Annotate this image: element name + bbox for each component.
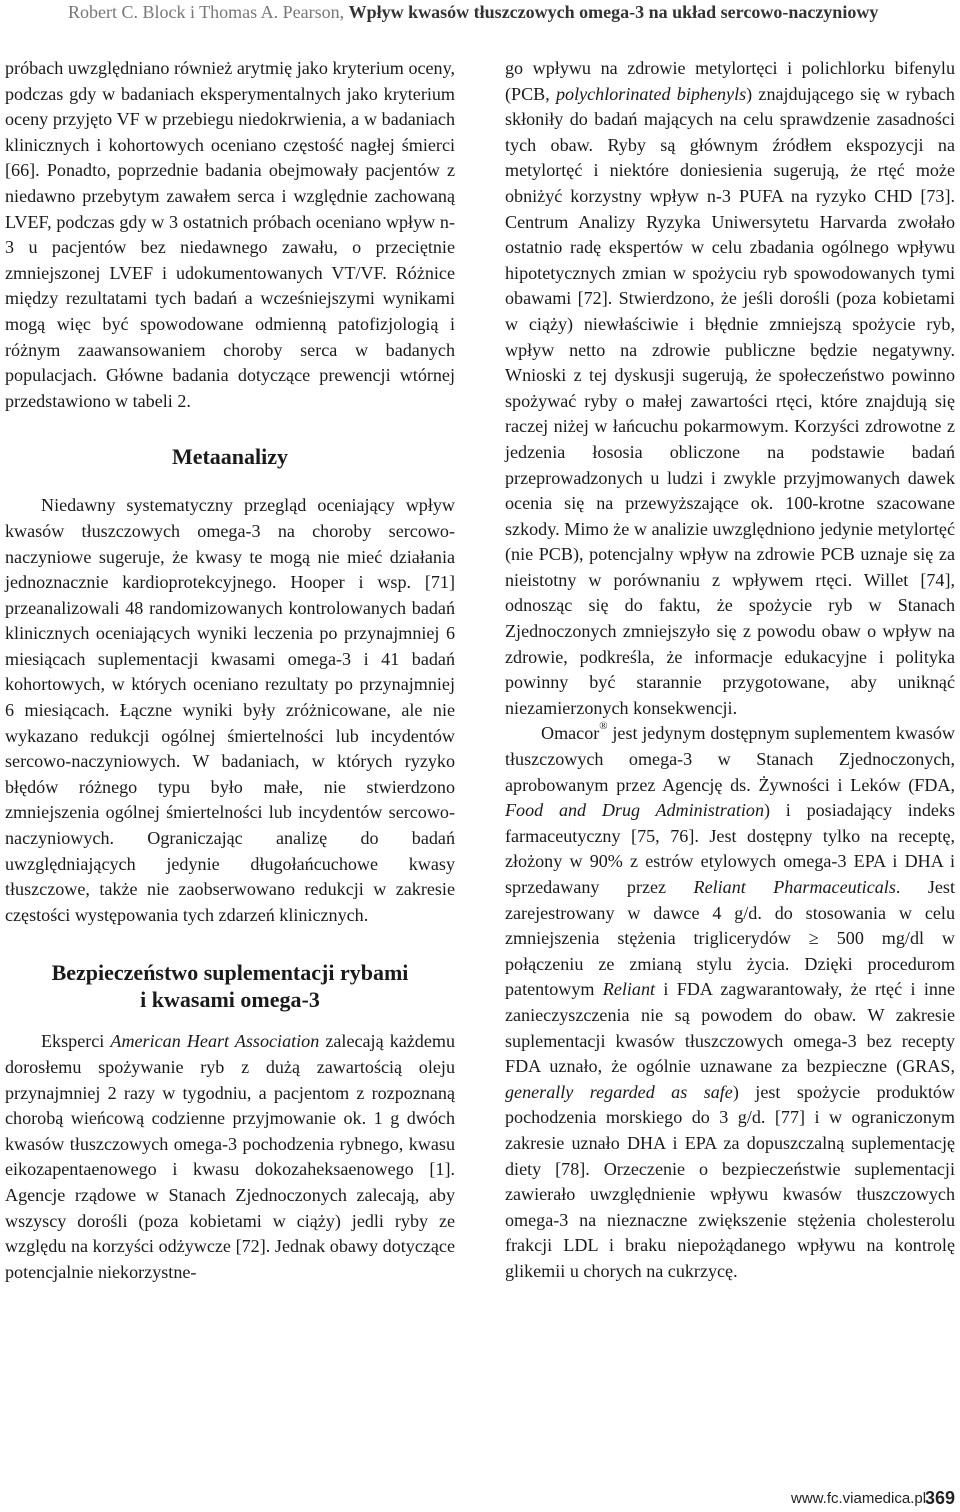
footer-url[interactable]: www.fc.viamedica.pl <box>791 1490 927 1507</box>
text-run: ) i posiadający indeks farmaceutyczny [75, 76]. Jest dostępny tylko na receptę, złożony w 90% z estrów etylowych omega-3 EPA i DHA i sprzedawany przez <box>505 800 955 897</box>
paragraph <box>505 721 955 1284</box>
paragraph <box>505 56 955 721</box>
text-run: Eksperci <box>41 1031 111 1052</box>
paragraph: próbach uwzględniano również arytmię jako kryterium oceny, podczas gdy w badaniach eksperymentalnych jako kryterium oceny przyjęto VF w przebiegu niedokrwienia, a w badaniach klinicznych i kohortowych oceniano częstość nagłej śmierci [66]. Ponadto, poprzednie badania obejmowały pacjentów z niedawno przebytym zawałem serca i względnie zachowaną LVEF, podczas gdy w 3 ostatnich próbach oceniano wpływ n-3 u pacjentów bez niedawnego zawału, o przeciętnie zmniejszonej LVEF i udokumentowanych VT/VF. Różnice między rezultatami tych badań a wcześniejszymi wynikami mogą więc być spowodowane odmienną patofizjologią i różnym zaawansowaniem choroby serca w badanych populacjach. Główne badania dotyczące prewencji wtórnej przedstawiono w tabeli 2. <box>5 58 455 411</box>
italic-text: Reliant <box>602 979 656 1000</box>
text-run: go wpływu na zdrowie metylortęci i polichlorku bifenylu (PCB, <box>505 58 955 104</box>
header-authors: Robert C. Block i Thomas A. Pearson, <box>68 2 345 22</box>
text-run: Omacor <box>541 723 600 744</box>
italic-text: Food and Drug Administration <box>505 800 765 821</box>
text-run: zalecają każdemu dorosłemu spożywanie ryb z dużą zawartością oleju przynajmniej 2 razy w tygodniu, a pacjentom z rozpoznaną chorobą wieńcową codzienne przyjmowanie ok. 1 g dwóch kwasów tłuszczowych omega-3 pochodzenia rybnego, kwasu eikozapentaenowego i kwasu dokozaheksaenowego [1]. Agencje rządowe w Stanach Zjednoczonych zalecają, aby wszyscy dorośli (poza kobietami w ciąży) jedli ryby ze względu na korzyści odżywcze [72]. Jednak obawy dotyczące potencjalnie niekorzystne- <box>5 1031 456 1282</box>
text-run: jest jedynym dostępnym suplementem kwasów tłuszczowych omega-3 w Stanach Zjednoczonych, aprobowanym przez Agencję ds. Żywności i Leków (FDA, <box>505 723 955 795</box>
text-run: ) jest spożycie produktów pochodzenia morskiego do 3 g/d. [77] i w ograniczonym zakresie uznało DHA i EPA za dopuszczalną suplementację diety [78]. Orzeczenie o bezpieczeństwie suplementacji zawierało uwzględnienie wpływu kwasów tłuszczowych omega-3 na nieznaczne zwiększenie stężenia cholesterolu frakcji LDL i braku niepożądanego wpływu na kontrolę glikemii u chorych na cukrzycę. <box>505 1081 955 1281</box>
text-run: i FDA zagwarantowały, że rtęć i inne zanieczyszczenia nie są powodem do obaw. W zakresie suplementacji kwasów tłuszczowych omega-3 bez recepty FDA uznało, że ogólnie uznawane za bezpieczne (GRAS, <box>505 979 955 1077</box>
italic-text: generally regarded as safe <box>505 1081 733 1102</box>
registered-mark: ® <box>599 720 608 733</box>
italic-text: Reliant Pharmaceuticals <box>693 877 896 897</box>
section-heading-bezpieczenstwo <box>5 959 455 1013</box>
page-number: 369 <box>925 1488 956 1508</box>
italic-text: polychlorinated biphenyls <box>556 83 747 104</box>
paragraph <box>5 1029 455 1285</box>
running-header <box>68 2 958 23</box>
header-title: Wpływ kwasów tłuszczowych omega-3 na układ sercowo-naczyniowy <box>348 2 879 22</box>
paragraph: Niedawny systematyczny przegląd oceniający wpływ kwasów tłuszczowych omega-3 na choroby sercowo-naczyniowe sugeruje, że kwasy te mogą nie mieć działania jednoznacznie kardioprotekcyjnego. Hooper i wsp. [71] przeanalizowali 48 randomizowanych kontrolowanych badań klinicznych oceniających wyniki leczenia po przynajmniej 6 miesiącach suplementacji kwasami omega-3 i 41 badań kohortowych, w których oceniano rezultaty po przynajmniej 6 miesiącach. Łączne wyniki były zróżnicowane, ale nie wykazano redukcji ogólnej śmiertelności lub incydentów sercowo-naczyniowych. W badaniach, w których ryzyko błędów różnego typu było małe, nie stwierdzono zmniejszenia ogólnej śmiertelności lub incydentów sercowo-naczyniowych. Ograniczając analizę do badań uwzględniających jedynie długołańcuchowe kwasy tłuszczowe, także nie zaobserwowano redukcji w zakresie częstości występowania tych zdarzeń klinicznych. <box>5 495 455 925</box>
heading-line: i kwasami omega-3 <box>140 987 320 1013</box>
text-run: ) znajdującego się w rybach skłoniły do badań mających na celu sprawdzenie zasadności tych obaw. Ryby są głównym źródłem ekspozycji na metylortęć i niektóre doniesienia sugerują, że rtęć może obniżyć korzystny wpływ n-3 PUFA na ryzyko CHD [73]. Centrum Analizy Ryzyka Uniwersytetu Harvarda zwołało ostatnio radę ekspertów w celu zbadania ogólnego wpływu hipotetycznych zmian w spożyciu ryb spowodowanych tymi obawami [72]. Stwierdzono, że jeśli dorośli (poza kobietami w ciąży) niewłaściwie i błędnie zmniejszą spożycie ryb, wpływ netto na zdrowie publiczne będzie negatywny. Wnioski z tej dyskusji sugerują, że społeczeństwo powinno spożywać ryby o małej zawartości rtęci, które znajdują się raczej niżej w łańcuchu pokarmowym. Korzyści zdrowotne z jedzenia łososia obliczone na podstawie badań przeprowadzonych u ludzi i zwykle przyjmowanych dawek ocenia się na przewyższające ok. 100-krotne szacowane szkody. Mimo że w analizie uwzględniono jedynie metylortęć (nie PCB), potencjalny wpływ na zdrowie PCB uznaje się za nieistotny w porównaniu z wpływem rtęci. Willet [74], odnosząc się do faktu, że spożycie ryb w Stanach Zjednoczonych zmniejszyło się z powodu obaw o wpływ na zdrowie, podkreśla, że informacje edukacyjne i polityka powinny być starannie przygotowane, aby uniknąć niezamierzonych konsekwencji. <box>505 83 955 718</box>
italic-text: American Heart Association <box>110 1031 320 1052</box>
heading-line: Bezpieczeństwo suplementacji rybami <box>51 960 409 986</box>
left-column <box>5 56 455 1285</box>
text-run: . Jest zarejestrowany w dawce 4 g/d. do stosowania w celu zmniejszenia stężenia triglicerydów ≥ 500 mg/dl w połączeniu ze zmianą stylu życia. Dzięki procedurom patentowym <box>505 877 955 1000</box>
right-column <box>505 56 955 1285</box>
section-heading-metaanalizy: Metaanalizy <box>171 444 289 470</box>
